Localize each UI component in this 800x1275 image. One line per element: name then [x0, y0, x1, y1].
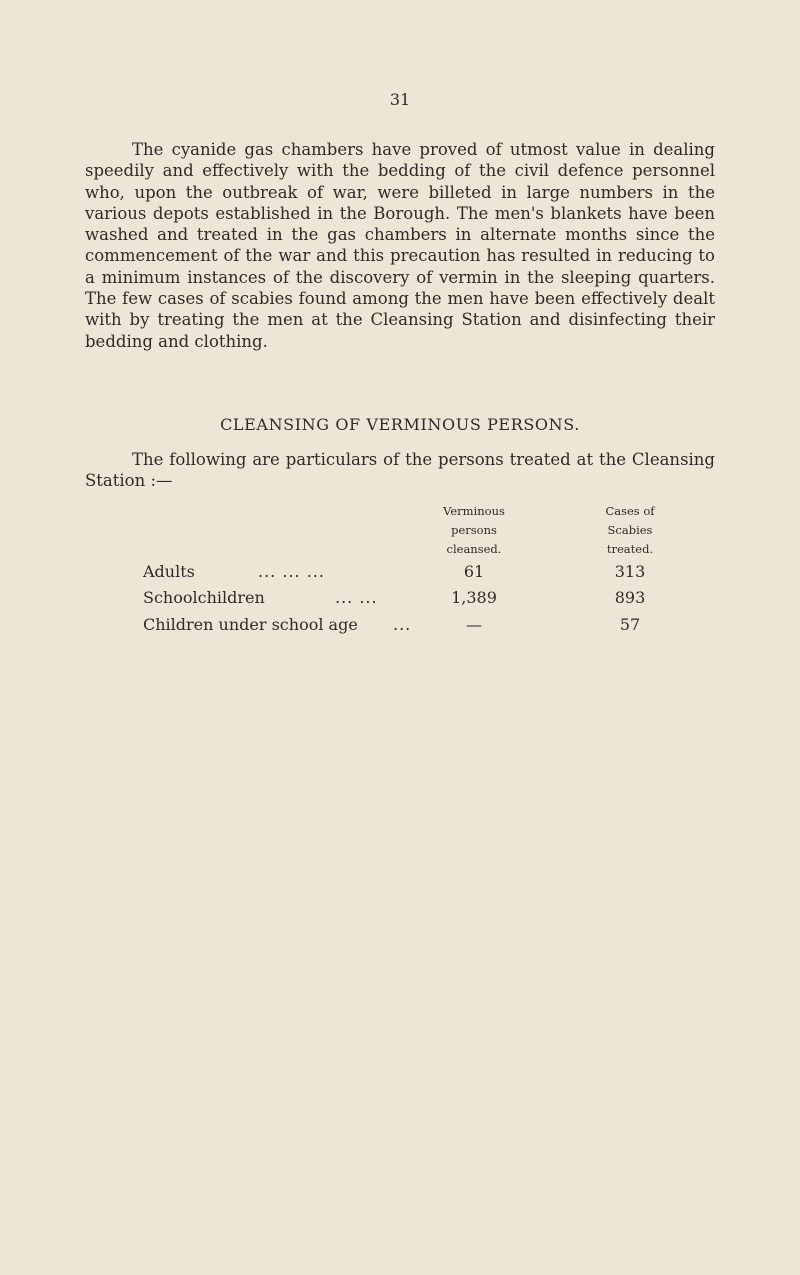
row-label: Adults [143, 562, 195, 581]
scabies-value: 57 [619, 615, 641, 634]
column-header-line: cleansed. [446, 542, 502, 556]
column-header-line: Verminous [443, 504, 505, 518]
column-header-line: Scabies [607, 523, 653, 537]
page-number: 31 [389, 90, 411, 109]
table-row [0, 562, 800, 584]
verminous-value: — [466, 615, 482, 634]
column-header-verminous [419, 502, 529, 559]
verminous-value: 1,389 [451, 588, 497, 607]
row-label: Schoolchildren [143, 588, 265, 607]
leader-dots: ... [393, 615, 412, 634]
column-header-line: Cases of [605, 504, 655, 518]
column-header-line: treated. [606, 542, 654, 556]
section-heading: CLEANSING OF VERMINOUS PERSONS. [220, 415, 580, 434]
row-label: Children under school age [143, 615, 358, 634]
paragraph-particulars: The following are particulars of the persons treated at the Cleansing Station :— [85, 450, 715, 491]
leader-dots: ... ... [335, 588, 378, 607]
scabies-value: 313 [614, 562, 646, 581]
leader-dots: ... ... ... [258, 562, 325, 581]
scabies-value: 893 [614, 588, 646, 607]
column-header-scabies [575, 502, 685, 559]
verminous-value: 61 [463, 562, 485, 581]
table-row [0, 615, 800, 637]
column-header-line: persons [451, 523, 497, 537]
table-row [0, 588, 800, 610]
paragraph-gas-chambers: The cyanide gas chambers have proved of utmost value in dealing speedily and effectively with the bedding of the civil defence personnel who, upon the outbreak of war, were billeted in large numbers in the various depots established in the Borough. The men's blankets have been washed and treated in the gas chambers in alternate months since the commencement of the war and this precaution has resulted in reducing to a minimum instances of the discovery of vermin in the sleeping quarters. The few cases of scabies found among the men have been effectively dealt with by treating the men at the Cleansing Station and disinfecting their bedding and clothing. [85, 140, 715, 351]
